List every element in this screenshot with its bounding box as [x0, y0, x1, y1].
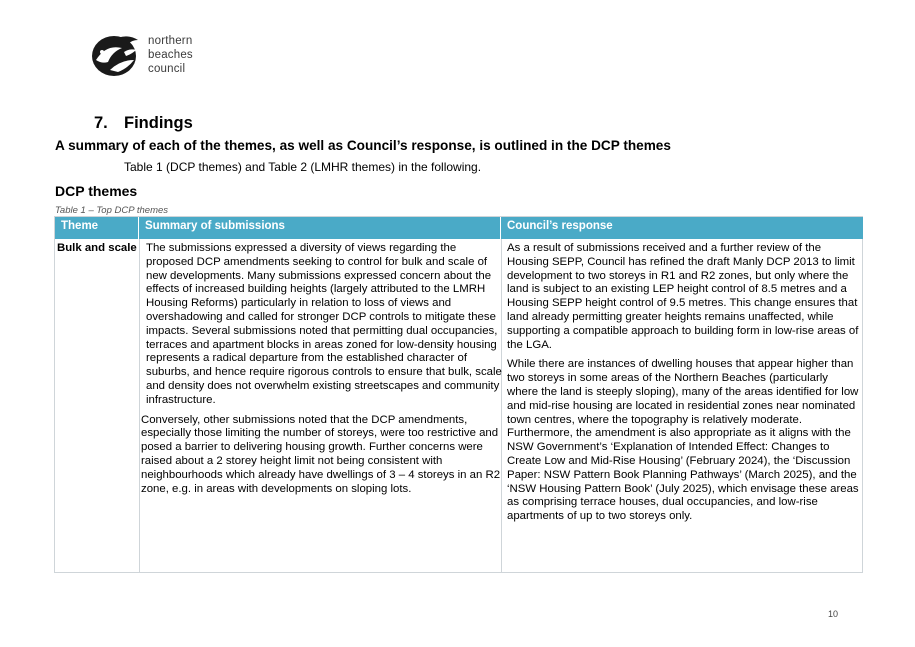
summary-paragraph: Conversely, other submissions noted that the DCP amendments, especially those limiting the number of storeys, were too restrictive and posed a barrier to delivering housing growth. Further concerns were raised about a 2 storey height limit not being consistent with neighbourhoods which already have dwellings of 3 – 4 storeys in an R2 zone, e.g. in areas with developments on sloping lots.	[141, 413, 501, 495]
summary-intro: A summary of each of the themes, as well as Council’s response, is outlined in the DCP themes	[55, 138, 671, 153]
summary-intro-continued: Table 1 (DCP themes) and Table 2 (LMHR themes) in the following.	[124, 160, 482, 174]
response-paragraph: As a result of submissions received and a further review of the Housing SEPP, Council has refined the draft Manly DCP 2013 to limit development to two storeys in R1 and R2 zones, but only where the land is subject to an existing LEP height control of 8.5 metres and a Housing SEPP height control of 9.5 metres. This change ensures that land already permitting greater heights remains unaffected, while supporting a compatible approach to building form in low-rise areas of the LGA.	[507, 242, 859, 351]
response-paragraph: While there are instances of dwelling houses that appear higher than two storeys in some areas of the Northern Beaches (particularly where the land is steeply sloping), many of the areas identified for low and mid-rise housing are located in residential zones near nominated town centres, where the topography is relatively moderate. Furthermore, the amendment is also appropriate as it aligns with the NSW Government’s ‘Explanation of Intended Effect: Changes to Create Low and Mid-Rise Housing’ (February 2024), the ‘Discussion Paper: NSW Pattern Book Planning Pathways’ (March 2025), and the ‘NSW Housing Pattern Book’ (July 2025), which envisage these areas as comprising terrace houses, dual occupancies, and low-rise apartments of up to two storeys only.	[507, 358, 859, 523]
table-header-summary: Summary of submissions	[139, 217, 501, 239]
dcp-themes-table	[54, 216, 863, 573]
page-number: 10	[828, 609, 839, 619]
theme-cell: Bulk and scale	[57, 242, 137, 254]
logo-line-2: beaches	[148, 49, 193, 61]
table-header-theme: Theme	[55, 217, 139, 239]
section-title: Findings	[124, 114, 193, 132]
summary-cell	[141, 242, 503, 502]
logo-line-3: council	[148, 63, 186, 75]
section-number: 7.	[94, 114, 108, 132]
table-caption: Table 1 – Top DCP themes	[55, 205, 169, 216]
logo-line-1: northern	[148, 35, 193, 47]
table-header-response: Council’s response	[501, 217, 863, 239]
dcp-themes-heading: DCP themes	[55, 183, 138, 199]
response-cell	[507, 242, 859, 530]
summary-paragraph: The submissions expressed a diversity of views regarding the proposed DCP amendments seeking to control for bulk and scale of new developments. Many submissions expressed concern about the effects of increased building heights (largely attributed to the LMRH Housing Reforms) particularly in relation to loss of views and overshadowing and called for stronger DCP controls to mitigate these impacts. Several submissions noted that permitting dual occupancies, terraces and apartment blocks in areas zoned for low-density housing represents a radical departure from the established character of suburbs, and hence require rigorous controls to ensure that bulk, scale and density does not overwhelm existing streetscapes and community infrastructure.	[146, 242, 502, 406]
northern-beaches-logo-icon	[88, 30, 142, 80]
column-divider	[139, 239, 140, 572]
section-heading	[94, 114, 193, 133]
council-logo	[88, 28, 218, 82]
